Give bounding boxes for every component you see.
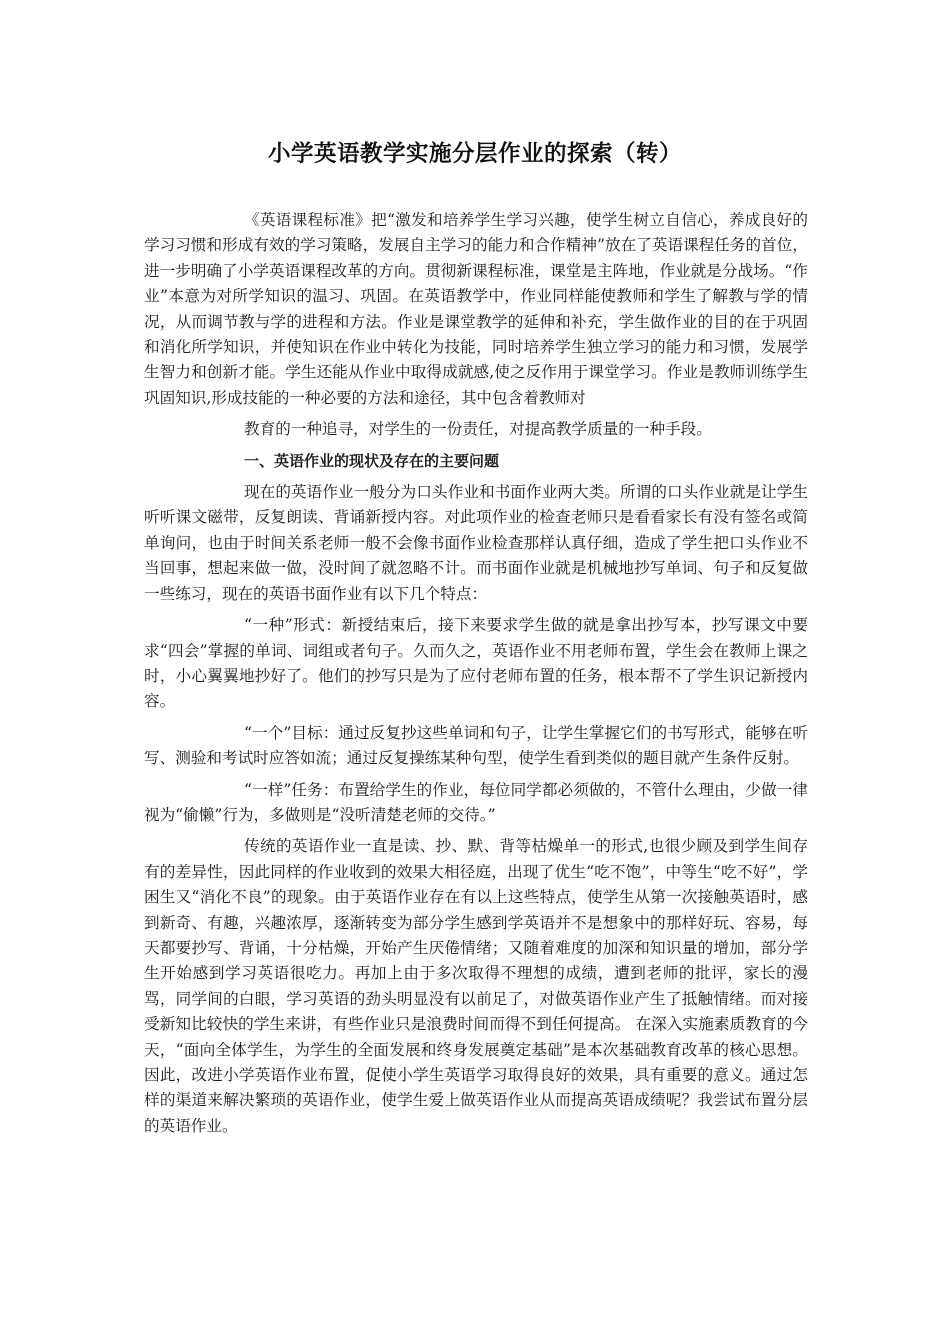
document-body — [144, 208, 808, 1145]
paragraph-same-task: “一样”任务：布置给学生的作业，每位同学都必须做的，不管什么理由，少做一律视为“偷懒”行为，多做则是“没听清楚老师的交待。” — [144, 780, 808, 824]
document-title: 小学英语教学实施分层作业的探索（转） — [267, 141, 682, 167]
paragraph-traditional-homework: 传统的英语作业一直是读、抄、默、背等枯燥单一的形式,也很少顾及到学生间存有的差异性，因此同样的作业收到的效果大相径庭，出现了优生“吃不饱”，中等生“吃不好”，学困生又“消化不良”的现象。由于英语作业存在有以上这些特点，使学生从第一次接触英语时，感到新奇、有趣，兴趣浓厚，逐渐转变为部分学生感到学英语并不是想象中的那样好玩、容易，每天都要抄写、背诵，十分枯燥，开始产生厌倦情绪；又随着难度的加深和知识量的增加，部分学生开始感到学习英语很吃力。再加上由于多次取得不理想的成绩，遭到老师的批评，家长的漫骂，同学间的白眼，学习英语的劲头明显没有以前足了，对做英语作业产生了抵触情绪。而对接受新知比较快的学生来讲，有些作业只是浪费时间而得不到任何提高。 在深入实施素质教育的今天，“面向全体学生，为学生的全面发展和终身发展奠定基础”是本次基础教育改革的核心思想。因此，改进小学英语作业布置，促使小学生英语学习取得良好的效果，具有重要的意义。通过怎样的渠道来解决繁琐的英语作业，使学生爱上做英语作业从而提高英语成绩呢？我尝试布置分层的英语作业。 — [144, 837, 808, 1135]
section-heading: 一、英语作业的现状及存在的主要问题 — [244, 451, 500, 470]
paragraph-one-form: “一种”形式：新授结束后，接下来要求学生做的就是拿出抄写本，抄写课文中要求“四会”掌握的单词、词组或者句子。久而久之，英语作业不用老师布置，学生会在教师上课之时，小心翼翼地抄好了。他们的抄写只是为了应付老师布置的任务，根本帮不了学生识记新授内容。 — [144, 616, 808, 711]
paragraph-one-goal: “一个”目标：通过反复抄这些单词和句子，让学生掌握它们的书写形式，能够在听写、测验和考试时应答如流；通过反复操练某种句型，使学生看到类似的题目就产生条件反射。 — [144, 723, 808, 768]
paragraph-intro: 《英语课程标准》把“激发和培养学生学习兴趣，使学生树立自信心，养成良好的学习习惯和形成有效的学习策略，发展自主学习的能力和合作精神”放在了英语课程任务的首位，进一步明确了小学英语课程改革的方向。贯彻新课程标准，课堂是主阵地，作业就是分战场。“作业”本意为对所学知识的温习、巩固。在英语教学中，作业同样能使教师和学生了解教与学的情况，从而调节教与学的进程和方法。作业是课堂教学的延伸和补充，学生做作业的目的在于巩固和消化所学知识，并使知识在作业中转化为技能，同时培养学生独立学习的能力和习惯，发展学生智力和创新才能。学生还能从作业中取得成就感,使之反作用于课堂学习。作业是教师训练学生巩固知识,形成技能的一种必要的方法和途径，其中包含着教师对 — [144, 211, 808, 407]
paragraph-intro-continuation: 教育的一种追寻，对学生的一份责任，对提高教学质量的一种手段。 — [244, 420, 712, 439]
paragraph-current-status: 现在的英语作业一般分为口头作业和书面作业两大类。所谓的口头作业就是让学生听听课文磁带，反复朗读、背诵新授内容。对此项作业的检查老师只是看看家长有没有签名或简单询问，也由于时间关系老师一般不会像书面作业检查那样认真仔细，造成了学生把口头作业不当回事，想起来做一做，没时间了就忽略不计。而书面作业就是机械地抄写单词、句子和反复做一些练习，现在的英语书面作业有以下几个特点： — [144, 483, 808, 603]
